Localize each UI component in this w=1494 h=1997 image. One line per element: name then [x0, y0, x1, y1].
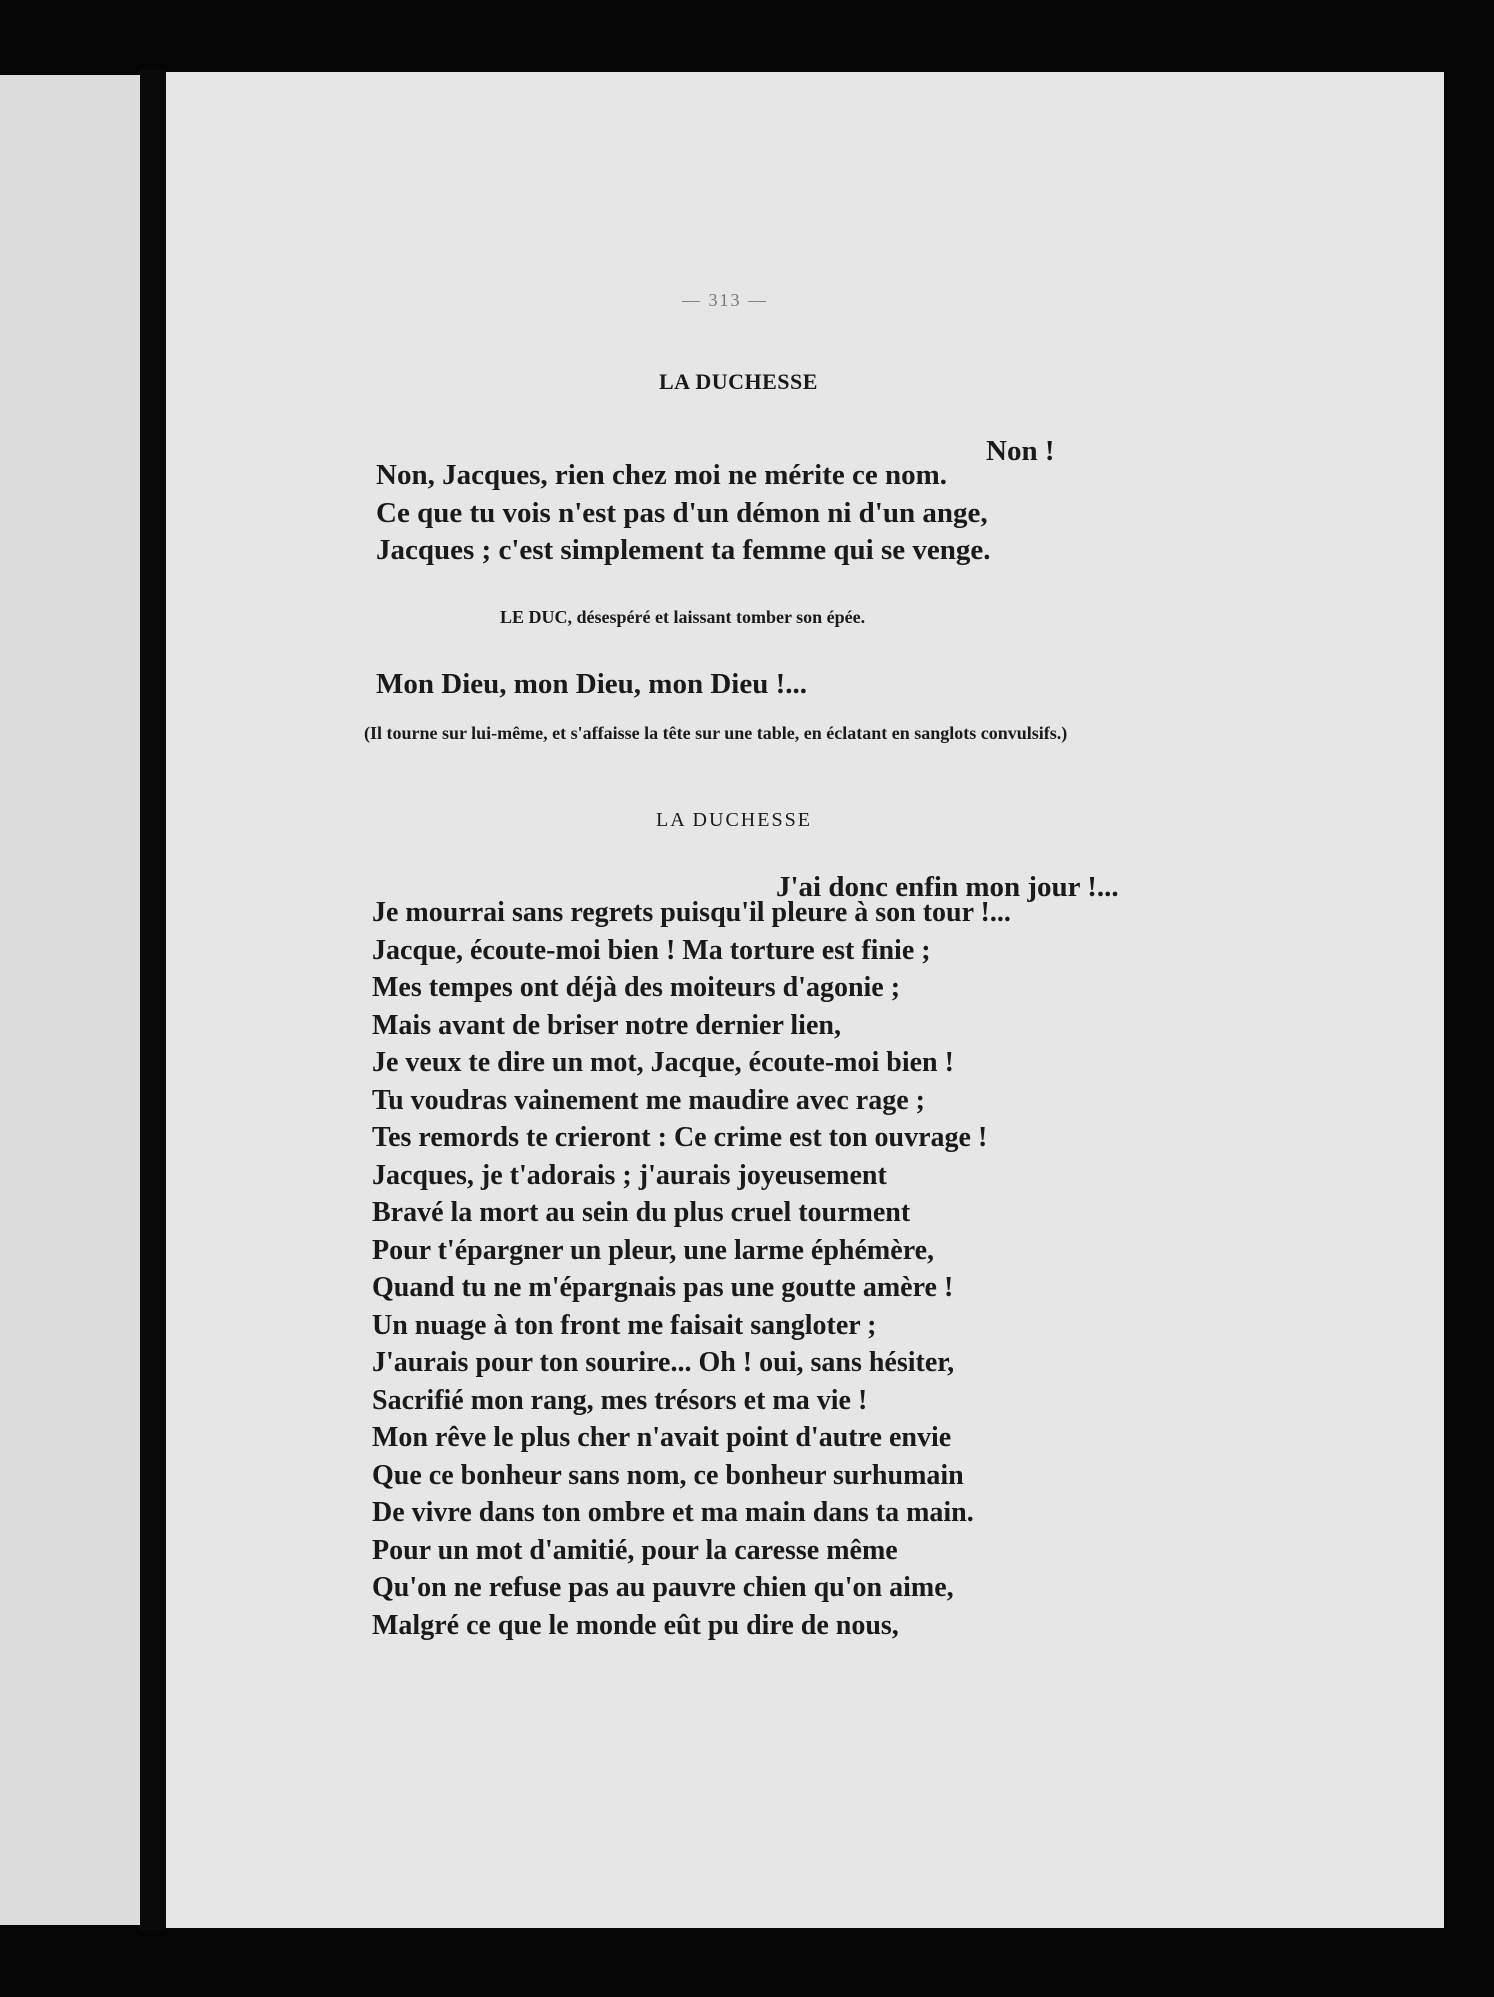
- previous-page-edge: [0, 75, 140, 1925]
- verse-line-non: Non !: [986, 435, 1055, 467]
- verse-line: Pour un mot d'amitié, pour la caresse même: [372, 1534, 898, 1566]
- stanza-1: [376, 457, 991, 570]
- verse-line: Qu'on ne refuse pas au pauvre chien qu'on aime,: [372, 1572, 954, 1603]
- verse-line: Mes tempes ont déjà des moiteurs d'agonie ;: [372, 972, 901, 1003]
- verse-line: Malgré ce que le monde eût pu dire de nous,: [372, 1609, 899, 1641]
- verse-line-jour: J'ai donc enfin mon jour !...: [776, 871, 1119, 903]
- book-page: [166, 72, 1444, 1928]
- verse-line: Je mourrai sans regrets puisqu'il pleure à son tour !...: [372, 897, 1011, 928]
- speaker-la-duchesse: LA DUCHESSE: [659, 369, 818, 394]
- verse-line: J'aurais pour ton sourire... Oh ! oui, sans hésiter,: [372, 1347, 955, 1378]
- verse-line: Que ce bonheur sans nom, ce bonheur surhumain: [372, 1459, 964, 1491]
- verse-line: Pour t'épargner un pleur, une larme éphémère,: [372, 1234, 935, 1266]
- stanza-2: [372, 894, 1011, 1644]
- verse-line: Tes remords te crieront : Ce crime est ton ouvrage !: [372, 1122, 988, 1153]
- verse-line: Quand tu ne m'épargnais pas une goutte amère !: [372, 1272, 954, 1303]
- verse-line: Un nuage à ton front me faisait sangloter ;: [372, 1309, 877, 1341]
- verse-line: Mon rêve le plus cher n'avait point d'autre envie: [372, 1422, 952, 1453]
- verse-line: Mais avant de briser notre dernier lien,: [372, 1009, 841, 1041]
- verse-line-mon-dieu: Mon Dieu, mon Dieu, mon Dieu !...: [376, 668, 807, 700]
- verse-line: Bravé la mort au sein du plus cruel tourment: [372, 1197, 911, 1228]
- verse-line: Je veux te dire un mot, Jacque, écoute-moi bien !: [372, 1047, 954, 1078]
- verse-line: Jacques, je t'adorais ; j'aurais joyeusement: [372, 1159, 887, 1191]
- verse-line: De vivre dans ton ombre et ma main dans ta main.: [372, 1497, 974, 1528]
- verse-line: Jacque, écoute-moi bien ! Ma torture est finie ;: [372, 934, 931, 966]
- verse-line: Jacques ; c'est simplement ta femme qui se venge.: [376, 534, 991, 566]
- verse-line: Ce que tu vois n'est pas d'un démon ni d'un ange,: [376, 496, 988, 529]
- verse-line: Tu voudras vainement me maudire avec rage ;: [372, 1084, 925, 1116]
- speaker-la-duchesse-2: LA DUCHESSE: [656, 809, 812, 831]
- book-spine: [140, 70, 166, 1930]
- stage-direction-sanglots: (Il tourne sur lui-même, et s'affaisse la tête sur une table, en éclatant en sanglots convulsifs.): [364, 723, 1068, 743]
- stage-direction-le-duc: LE DUC, désespéré et laissant tomber son épée.: [500, 607, 866, 627]
- page-number: — 313 —: [682, 290, 768, 310]
- verse-line: Non, Jacques, rien chez moi ne mérite ce nom.: [376, 459, 948, 491]
- verse-line: Sacrifié mon rang, mes trésors et ma vie !: [372, 1384, 868, 1416]
